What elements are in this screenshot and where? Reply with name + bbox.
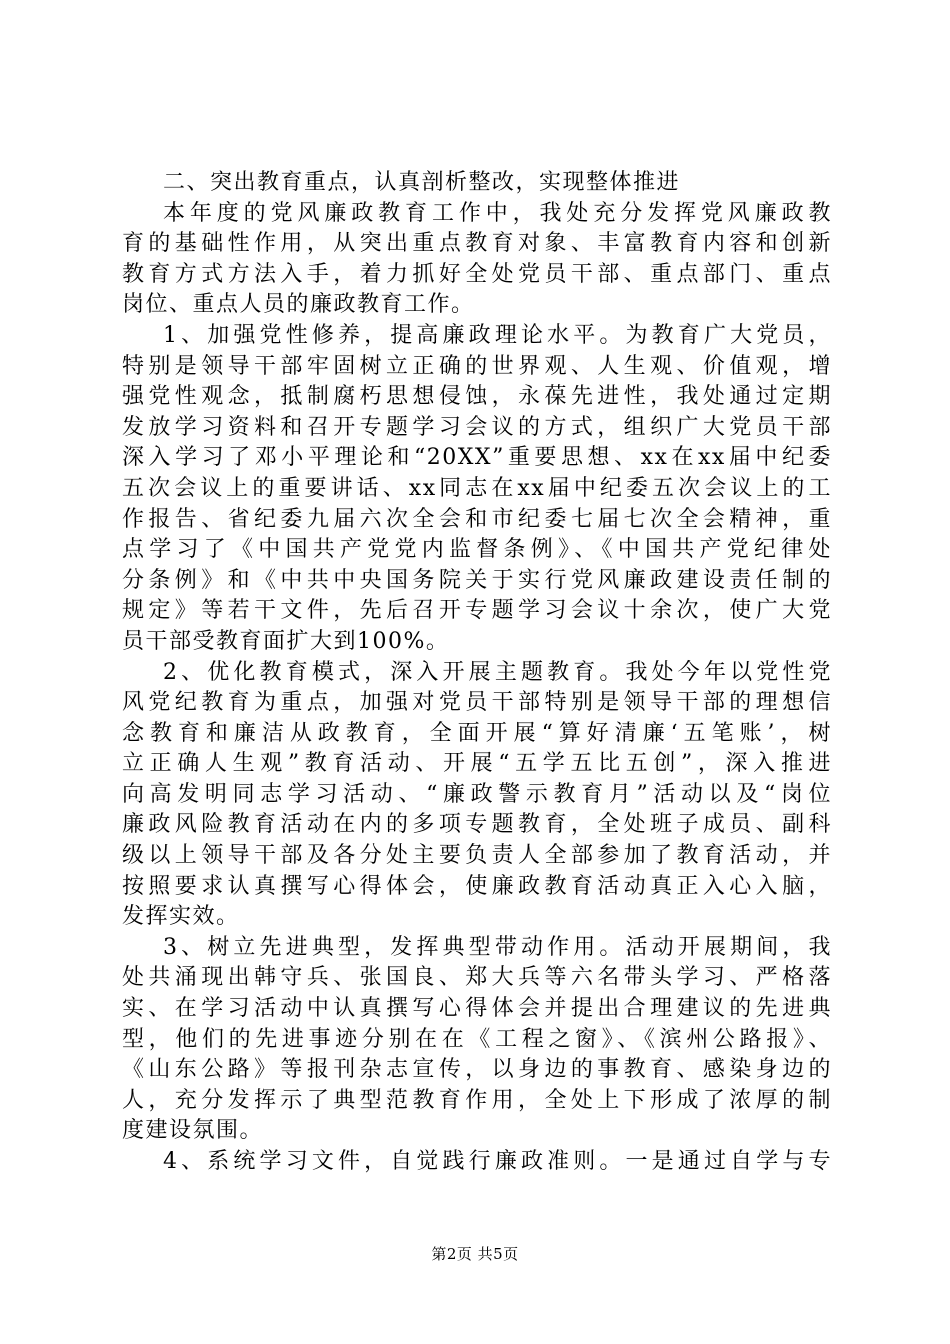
text-line: 特别是领导干部牢固树立正确的世界观、人生观、价值观，增 bbox=[122, 353, 832, 379]
text-line: 念教育和廉洁从政教育，全面开展“算好清廉‘五笔账’，树 bbox=[122, 720, 832, 746]
text-line: 二、突出教育重点，认真剖析整改，实现整体推进 bbox=[163, 170, 681, 195]
text-line: 教育方式方法入手，着力抓好全处党员干部、重点部门、重点 bbox=[122, 261, 832, 287]
text-line: 风党纪教育为重点，加强对党员干部特别是领导干部的理想信 bbox=[122, 690, 832, 716]
text-line: 度建设氛围。 bbox=[122, 1118, 264, 1144]
text-line: 处共涌现出韩守兵、张国良、郑大兵等六名带头学习、严格落 bbox=[122, 965, 832, 991]
text-line: 育的基础性作用，从突出重点教育对象、丰富教育内容和创新 bbox=[122, 231, 832, 257]
text-line: 作报告、省纪委九届六次全会和市纪委七届七次全会精神，重 bbox=[122, 506, 832, 532]
text-line: 3、树立先进典型，发挥典型带动作用。活动开展期间，我 bbox=[163, 934, 832, 960]
text-line: 按照要求认真撰写心得体会，使廉政教育活动真正入心入脑， bbox=[122, 873, 832, 899]
text-line: 分条例》和《中共中央国务院关于实行党风廉政建设责任制的 bbox=[122, 567, 832, 593]
text-line: 人，充分发挥示了典型范教育作用，全处上下形成了浓厚的制 bbox=[122, 1087, 832, 1113]
text-line: 《山东公路》等报刊杂志宣传，以身边的事教育、感染身边的 bbox=[122, 1057, 832, 1083]
text-line: 发放学习资料和召开专题学习会议的方式，组织广大党员干部 bbox=[122, 414, 832, 440]
text-line: 1、加强党性修养，提高廉政理论水平。为教育广大党员， bbox=[163, 322, 832, 348]
text-line: 本年度的党风廉政教育工作中，我处充分发挥党风廉政教 bbox=[163, 200, 832, 226]
text-line: 向高发明同志学习活动、“廉政警示教育月”活动以及“岗位 bbox=[122, 781, 832, 807]
text-line: 2、优化教育模式，深入开展主题教育。我处今年以党性党 bbox=[163, 659, 832, 685]
text-line: 实、在学习活动中认真撰写心得体会并提出合理建议的先进典 bbox=[122, 996, 832, 1022]
text-line: 五次会议上的重要讲话、xx同志在xx届中纪委五次会议上的工 bbox=[122, 475, 832, 501]
text-line: 岗位、重点人员的廉政教育工作。 bbox=[122, 292, 475, 318]
text-line: 立正确人生观”教育活动、开展“五学五比五创”，深入推进 bbox=[122, 751, 832, 777]
document-body bbox=[122, 168, 832, 1178]
text-line: 级以上领导干部及各分处主要负责人全部参加了教育活动，并 bbox=[122, 843, 832, 869]
text-line: 深入学习了邓小平理论和“20XX”重要思想、xx在xx届中纪委 bbox=[122, 445, 832, 471]
text-line: 点学习了《中国共产党党内监督条例》、《中国共产党纪律处 bbox=[122, 537, 832, 563]
page-footer: 第2页 共5页 bbox=[431, 1245, 519, 1263]
text-line: 发挥实效。 bbox=[122, 904, 240, 930]
text-line: 廉政风险教育活动在内的多项专题教育，全处班子成员、副科 bbox=[122, 812, 832, 838]
text-line: 强党性观念，抵制腐朽思想侵蚀，永葆先进性，我处通过定期 bbox=[122, 384, 832, 410]
text-line: 员干部受教育面扩大到100%。 bbox=[122, 628, 450, 654]
text-line: 规定》等若干文件，先后召开专题学习会议十余次，使广大党 bbox=[122, 598, 832, 624]
text-line: 4、系统学习文件，自觉践行廉政准则。一是通过自学与专 bbox=[163, 1149, 832, 1174]
text-line: 型，他们的先进事迹分别在在《工程之窗》、《滨州公路报》、 bbox=[122, 1026, 832, 1052]
